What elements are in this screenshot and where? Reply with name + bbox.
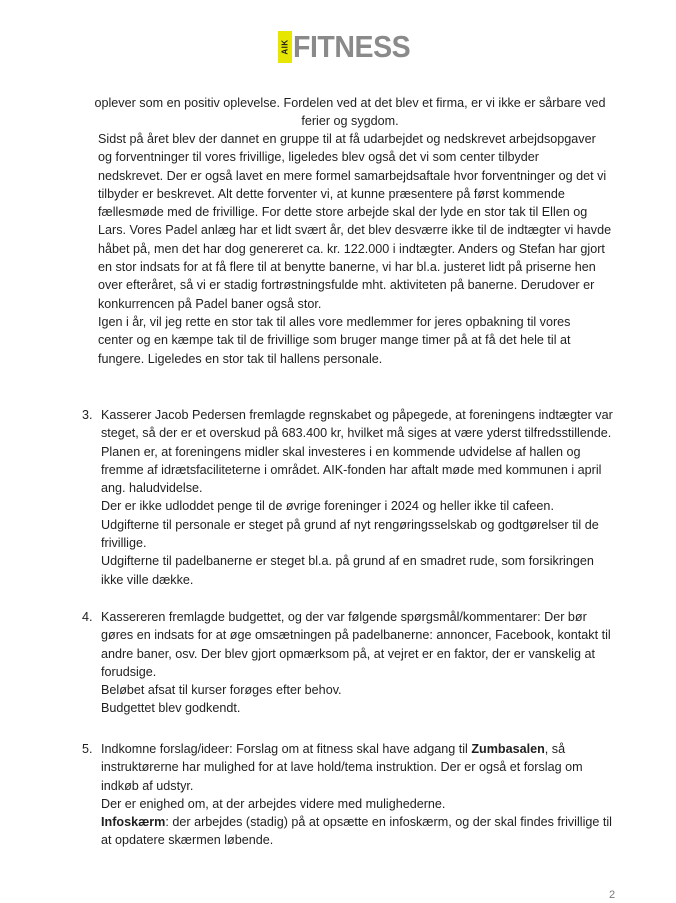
item-4-text: Kassereren fremlagde budgettet, og der var følgende spørgsmål/kommentarer: Der bør gøres en indsats for at øge omsætningen på padelbanerne: annoncer, Facebook, kontakt til andre baner, osv. Der blev gjort opmærksom på, at vejret er en faktor, der er vanskelig at forudsige. Beløbet afsat til kurser forøges efter behov. Budgettet blev godkendt. [101,610,611,716]
page-number: 2 [609,889,616,901]
item-5-number: 5. [82,742,93,756]
intro-paragraph: oplever som en positiv oplevelse. Fordelen ved at det blev et firma, er vi ikke er sårbare ved ferier og sygdom. [94,96,606,129]
item-5-text: Indkomne forslag/ideer: Forslag om at fitness skal have adgang til Zumbasalen, så instruktørerne har mulighed for at lave hold/tema instruktion. Der er også et forslag om indkøb af udstyr. Der er enighed om, at der arbejdes videre med mulighederne. Infoskærm: der arbejdes (stadig) på at opsætte en infoskærm, og der skal findes frivillige til at opdatere skærmen løbende. [101,742,612,848]
item-3-number: 3. [82,408,93,422]
logo-badge: AIK [278,31,292,63]
aik-fitness-logo [278,31,420,63]
item-4-number: 4. [82,610,93,624]
item-3-text: Kasserer Jacob Pedersen fremlagde regnskabet og påpegede, at foreningens indtægter var steget, så der er et overskud på 683.400 kr, hvilket må siges at være yderst tilfredsstillende. Planen er, at foreningens midler skal investeres i en kommende udvidelse af hallen og fremme af idrætsfaciliteterne i området. AIK-fonden har aftalt møde med kommunen i april ang. haludvidelse. Der er ikke udloddet penge til de øvrige foreninger i 2024 og heller ikke til cafeen. Udgifterne til personale er steget på grund af nyt rengøringsselskab og godtgørelser til de frivillige. Udgifterne til padelbanerne er steget bl.a. på grund af en smadret rude, som forsikringen ikke ville dække. [101,408,613,587]
logo-text: FITNESS [293,29,411,64]
chairman-report-paragraph: Sidst på året blev der dannet en gruppe til at få udarbejdet og nedskrevet arbejdsopgaver og forventninger til vores frivillige, ligeledes blev også det vi som center tilbyder nedskrevet. Der er også lavet en mere formel samarbejdsaftale hvor forventninger og det vi tilbyder er beskrevet. Alt dette forventer vi, at kunne præsentere på først kommende fællesmøde med de frivillige. For dette store arbejde skal der lyde en stor tak til Ellen og Lars. Vores Padel anlæg har et lidt svært år, det blev desværre ikke til de indtægter vi havde håbet på, men det har dog genereret ca. kr. 122.000 i indtægter. Anders og Stefan har gjort en stor indsats for at få flere til at benytte banerne, vi har bl.a. justeret lidt på priserne hen over efteråret, så vi er stadig fortrøstningsfulde mht. aktiviteten på banerne. Derudover er konkurrencen på Padel baner også stor. Igen i år, vil jeg rette en stor tak til alles vore medlemmer for jeres opbakning til vores center og en kæmpe tak til de frivillige som bruger mange timer på at få det hele til at fungere. Ligeledes en stor tak til hallens personale. [98,132,612,366]
infoskaerm-bold: Infoskærm [101,815,166,830]
zumbasalen-bold: Zumbasalen [471,742,545,756]
